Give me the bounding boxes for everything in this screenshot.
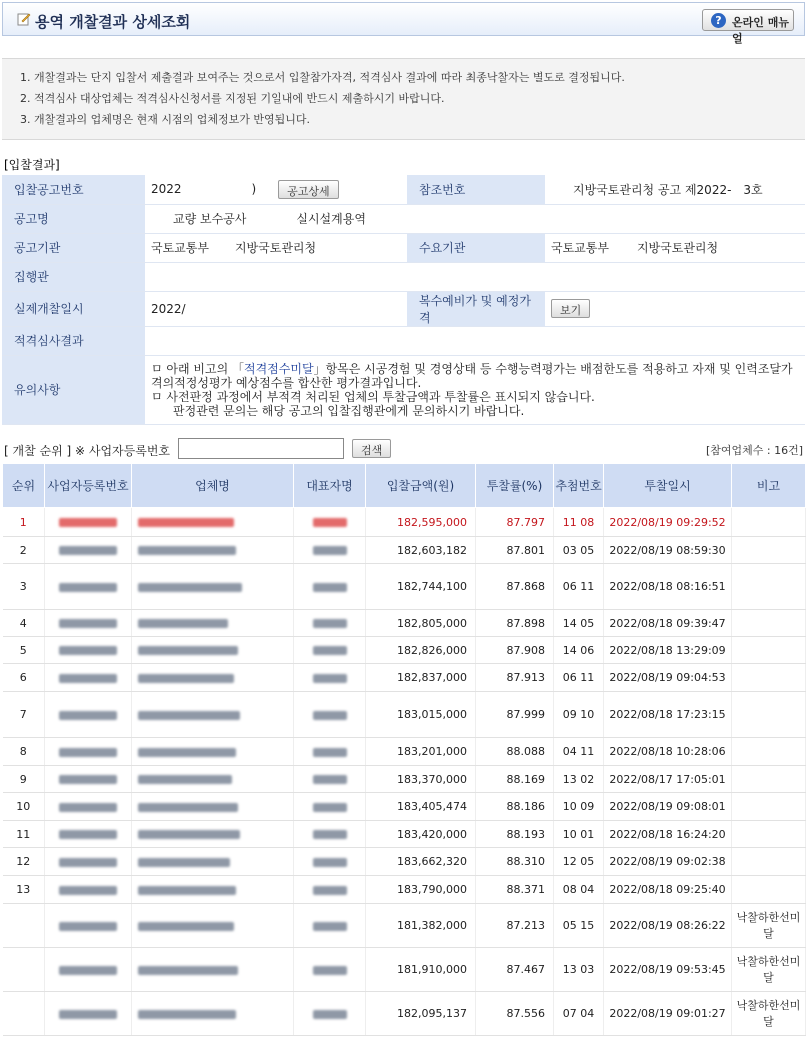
remark-cell xyxy=(732,738,806,766)
draw-no-cell: 10 09 xyxy=(554,793,604,821)
table-row xyxy=(3,664,806,692)
business-no-cell xyxy=(45,692,132,738)
rate-cell: 88.310 xyxy=(476,848,554,876)
draw-no-cell: 14 05 xyxy=(554,610,604,637)
rank-cell: 10 xyxy=(3,793,45,821)
search-button[interactable]: 검색 xyxy=(352,439,391,458)
remark-cell xyxy=(732,637,806,664)
business-no-cell xyxy=(45,948,132,992)
business-no-cell xyxy=(45,848,132,876)
remark-cell: 낙찰하한선미달 xyxy=(732,992,806,1036)
draw-no-cell: 11 08 xyxy=(554,508,604,537)
rate-cell: 87.913 xyxy=(476,664,554,692)
representative-cell xyxy=(294,508,366,537)
amount-cell: 182,595,000 xyxy=(366,508,476,537)
business-no-cell xyxy=(45,564,132,610)
online-manual-button[interactable] xyxy=(702,9,794,45)
representative-cell xyxy=(294,738,366,766)
business-no-cell xyxy=(45,637,132,664)
amount-cell: 183,420,000 xyxy=(366,821,476,848)
bid-time-cell: 2022/08/18 17:23:15 xyxy=(604,692,732,738)
representative-cell xyxy=(294,876,366,904)
remark-cell xyxy=(732,664,806,692)
rate-cell: 87.999 xyxy=(476,692,554,738)
table-row xyxy=(3,848,806,876)
notice-line-1: 1. 개찰결과는 단지 입찰서 제출결과 보여주는 것으로서 입찰참가자격, 적격심사 결과에 따라 최종낙찰자는 별도로 결정됩니다. xyxy=(20,71,625,84)
remark-cell: 낙찰하한선미달 xyxy=(732,948,806,992)
table-row xyxy=(3,793,806,821)
rate-cell: 88.088 xyxy=(476,738,554,766)
representative-cell xyxy=(294,848,366,876)
representative-cell xyxy=(294,992,366,1036)
business-no-search-input[interactable] xyxy=(178,438,344,459)
representative-cell xyxy=(294,637,366,664)
table-row xyxy=(3,766,806,793)
notes-line-3: 판정관련 문의는 해당 공고의 입찰집행관에게 문의하시기 바랍니다. xyxy=(173,403,525,418)
online-manual-label: 온라인 매뉴얼 xyxy=(732,16,789,45)
notes-label: 유의사항 xyxy=(2,355,145,424)
title-bar xyxy=(2,2,805,45)
bid-time-cell: 2022/08/19 09:01:27 xyxy=(604,992,732,1036)
participant-count: [참여업체수 : 16건] xyxy=(705,444,803,457)
amount-cell: 183,662,320 xyxy=(366,848,476,876)
draw-no-cell: 06 11 xyxy=(554,564,604,610)
company-cell xyxy=(132,793,294,821)
representative-cell xyxy=(294,664,366,692)
table-row xyxy=(3,610,806,637)
bid-name-label: 공고명 xyxy=(2,204,145,233)
table-row xyxy=(3,948,806,992)
company-cell xyxy=(132,508,294,537)
rate-cell: 87.868 xyxy=(476,564,554,610)
bid-no-value: 2022 ) 공고상세 xyxy=(145,175,407,204)
demand-agency-value: 국토교통부 지방국토관리청 xyxy=(545,233,805,262)
company-cell xyxy=(132,637,294,664)
company-cell xyxy=(132,537,294,564)
representative-cell xyxy=(294,692,366,738)
business-no-cell xyxy=(45,738,132,766)
rank-cell xyxy=(3,948,45,992)
table-row xyxy=(3,821,806,848)
remark-cell xyxy=(732,793,806,821)
bid-time-cell: 2022/08/19 08:59:30 xyxy=(604,537,732,564)
amount-cell: 182,837,000 xyxy=(366,664,476,692)
amount-cell: 182,805,000 xyxy=(366,610,476,637)
table-row xyxy=(3,637,806,664)
table-row xyxy=(3,738,806,766)
qualification-value xyxy=(145,326,805,355)
rate-cell: 87.801 xyxy=(476,537,554,564)
remark-cell xyxy=(732,876,806,904)
executor-value xyxy=(145,262,805,291)
remark-cell: 낙찰하한선미달 xyxy=(732,904,806,948)
ref-no-value: 지방국토관리청 공고 제2022- 3호 xyxy=(545,175,805,204)
amount-cell: 181,382,000 xyxy=(366,904,476,948)
notes-line-2: ㅁ 사전판정 과정에서 부적격 처리된 업체의 투찰금액과 투찰률은 표시되지 않습니다. xyxy=(151,389,595,404)
rate-cell: 87.797 xyxy=(476,508,554,537)
price-label: 복수예비가 및 예정가격 xyxy=(407,291,545,326)
open-date-value: 2022/ xyxy=(145,291,407,326)
rank-cell: 4 xyxy=(3,610,45,637)
amount-cell: 183,370,000 xyxy=(366,766,476,793)
bid-time-cell: 2022/08/18 10:28:06 xyxy=(604,738,732,766)
remark-cell xyxy=(732,564,806,610)
demand-agency-label: 수요기관 xyxy=(407,233,545,262)
qualification-score-link[interactable]: 적격점수미달 xyxy=(244,361,314,376)
rank-cell: 5 xyxy=(3,637,45,664)
business-no-cell xyxy=(45,992,132,1036)
business-no-cell xyxy=(45,766,132,793)
bid-info-table xyxy=(2,175,805,425)
bid-time-cell: 2022/08/18 09:39:47 xyxy=(604,610,732,637)
business-no-cell xyxy=(45,904,132,948)
remark-cell xyxy=(732,692,806,738)
draw-no-cell: 09 10 xyxy=(554,692,604,738)
representative-cell xyxy=(294,948,366,992)
draw-no-cell: 10 01 xyxy=(554,821,604,848)
bid-time-cell: 2022/08/19 09:02:38 xyxy=(604,848,732,876)
rate-cell: 87.908 xyxy=(476,637,554,664)
bid-time-cell: 2022/08/19 09:29:52 xyxy=(604,508,732,537)
rate-cell: 88.186 xyxy=(476,793,554,821)
bid-name-value: 교량 보수공사 실시설계용역 xyxy=(145,204,805,233)
draw-no-cell: 03 05 xyxy=(554,537,604,564)
rank-cell xyxy=(3,992,45,1036)
remark-cell xyxy=(732,821,806,848)
table-row xyxy=(3,692,806,738)
view-price-button[interactable]: 보기 xyxy=(551,299,590,318)
remark-cell xyxy=(732,537,806,564)
business-no-cell xyxy=(45,664,132,692)
col-representative: 대표자명 xyxy=(294,464,366,508)
col-bid-time: 투찰일시 xyxy=(604,464,732,508)
company-cell xyxy=(132,766,294,793)
representative-cell xyxy=(294,904,366,948)
table-row xyxy=(3,537,806,564)
rank-cell: 6 xyxy=(3,664,45,692)
draw-no-cell: 05 15 xyxy=(554,904,604,948)
draw-no-cell: 08 04 xyxy=(554,876,604,904)
company-cell xyxy=(132,664,294,692)
ranking-search-label: [ 개찰 순위 ] ※ 사업자등록번호 xyxy=(4,444,171,458)
table-row xyxy=(3,904,806,948)
remark-cell xyxy=(732,766,806,793)
company-cell xyxy=(132,948,294,992)
representative-cell xyxy=(294,564,366,610)
rank-cell: 8 xyxy=(3,738,45,766)
agency-label: 공고기관 xyxy=(2,233,145,262)
bid-time-cell: 2022/08/17 17:05:01 xyxy=(604,766,732,793)
col-remark: 비고 xyxy=(732,464,806,508)
draw-no-cell: 14 06 xyxy=(554,637,604,664)
bid-time-cell: 2022/08/19 09:08:01 xyxy=(604,793,732,821)
bid-no-label: 입찰공고번호 xyxy=(2,175,145,204)
remark-cell xyxy=(732,610,806,637)
rank-cell xyxy=(3,904,45,948)
amount-cell: 181,910,000 xyxy=(366,948,476,992)
rate-cell: 87.898 xyxy=(476,610,554,637)
edit-note-icon xyxy=(17,12,31,26)
draw-no-cell: 07 04 xyxy=(554,992,604,1036)
table-row xyxy=(3,876,806,904)
company-cell xyxy=(132,564,294,610)
company-cell xyxy=(132,876,294,904)
rate-cell: 87.467 xyxy=(476,948,554,992)
bid-time-cell: 2022/08/19 09:53:45 xyxy=(604,948,732,992)
remark-cell xyxy=(732,848,806,876)
company-cell xyxy=(132,992,294,1036)
remark-cell xyxy=(732,508,806,537)
amount-cell: 183,405,474 xyxy=(366,793,476,821)
draw-no-cell: 04 11 xyxy=(554,738,604,766)
bid-time-cell: 2022/08/18 08:16:51 xyxy=(604,564,732,610)
rank-cell: 13 xyxy=(3,876,45,904)
rank-cell: 12 xyxy=(3,848,45,876)
col-business-no: 사업자등록번호 xyxy=(45,464,132,508)
draw-no-cell: 13 02 xyxy=(554,766,604,793)
company-cell xyxy=(132,904,294,948)
bid-time-cell: 2022/08/18 13:29:09 xyxy=(604,637,732,664)
rank-cell: 1 xyxy=(3,508,45,537)
col-draw-no: 추첨번호 xyxy=(554,464,604,508)
table-row xyxy=(3,992,806,1036)
page-title: 용역 개찰결과 상세조회 xyxy=(35,13,191,31)
notice-line-3: 3. 개찰결과의 업체명은 현재 시점의 업체정보가 반영됩니다. xyxy=(20,113,310,126)
table-row xyxy=(3,508,806,537)
business-no-cell xyxy=(45,508,132,537)
bid-time-cell: 2022/08/18 16:24:20 xyxy=(604,821,732,848)
bid-detail-button[interactable]: 공고상세 xyxy=(278,180,339,199)
draw-no-cell: 06 11 xyxy=(554,664,604,692)
business-no-cell xyxy=(45,793,132,821)
price-value xyxy=(545,291,805,326)
table-row xyxy=(3,564,806,610)
notes-value: ㅁ 아래 비고의 「적격점수미달」항목은 시공경험 및 경영상태 등 수행능력평가는 배점한도를 적용하고 자재 및 인력조달가격의적정성평가 예상점수를 합산한 평가결과입니다. ㅁ 사전판정 과정에서 부적격 처리된 업체의 투찰금액과 투찰률은 표시되지 않습니다. 판정관련 문의는 해당 공고의 입찰집행관에게 문의하시기 바랍니다. xyxy=(145,355,805,424)
amount-cell: 182,744,100 xyxy=(366,564,476,610)
business-no-cell xyxy=(45,537,132,564)
bid-results-table xyxy=(2,463,806,1036)
company-cell xyxy=(132,692,294,738)
draw-no-cell: 13 03 xyxy=(554,948,604,992)
amount-cell: 183,015,000 xyxy=(366,692,476,738)
company-cell xyxy=(132,821,294,848)
amount-cell: 183,201,000 xyxy=(366,738,476,766)
representative-cell xyxy=(294,821,366,848)
help-icon: ? xyxy=(711,13,726,28)
bid-time-cell: 2022/08/18 09:25:40 xyxy=(604,876,732,904)
representative-cell xyxy=(294,793,366,821)
company-cell xyxy=(132,848,294,876)
amount-cell: 182,826,000 xyxy=(366,637,476,664)
ranking-search-bar xyxy=(2,438,805,462)
rate-cell: 88.169 xyxy=(476,766,554,793)
company-cell xyxy=(132,610,294,637)
col-rate: 투찰률(%) xyxy=(476,464,554,508)
rank-cell: 11 xyxy=(3,821,45,848)
qualification-label: 적격심사결과 xyxy=(2,326,145,355)
rate-cell: 88.371 xyxy=(476,876,554,904)
business-no-cell xyxy=(45,821,132,848)
bid-time-cell: 2022/08/19 08:26:22 xyxy=(604,904,732,948)
rank-cell: 3 xyxy=(3,564,45,610)
representative-cell xyxy=(294,610,366,637)
ref-no-label: 참조번호 xyxy=(407,175,545,204)
executor-label: 집행관 xyxy=(2,262,145,291)
section-label: [입찰결과] xyxy=(4,158,60,172)
amount-cell: 183,790,000 xyxy=(366,876,476,904)
col-amount: 입찰금액(원) xyxy=(366,464,476,508)
rate-cell: 87.213 xyxy=(476,904,554,948)
business-no-cell xyxy=(45,610,132,637)
rank-cell: 9 xyxy=(3,766,45,793)
company-cell xyxy=(132,738,294,766)
col-rank: 순위 xyxy=(3,464,45,508)
rate-cell: 88.193 xyxy=(476,821,554,848)
draw-no-cell: 12 05 xyxy=(554,848,604,876)
notice-box xyxy=(2,58,805,140)
col-company: 업체명 xyxy=(132,464,294,508)
agency-value: 국토교통부 지방국토관리청 xyxy=(145,233,407,262)
amount-cell: 182,603,182 xyxy=(366,537,476,564)
business-no-cell xyxy=(45,876,132,904)
representative-cell xyxy=(294,766,366,793)
rank-cell: 7 xyxy=(3,692,45,738)
bid-time-cell: 2022/08/19 09:04:53 xyxy=(604,664,732,692)
rank-cell: 2 xyxy=(3,537,45,564)
open-date-label: 실제개찰일시 xyxy=(2,291,145,326)
rate-cell: 87.556 xyxy=(476,992,554,1036)
amount-cell: 182,095,137 xyxy=(366,992,476,1036)
representative-cell xyxy=(294,537,366,564)
notice-line-2: 2. 적격심사 대상업체는 적격심사신청서를 지정된 기일내에 반드시 제출하시기 바랍니다. xyxy=(20,92,445,105)
